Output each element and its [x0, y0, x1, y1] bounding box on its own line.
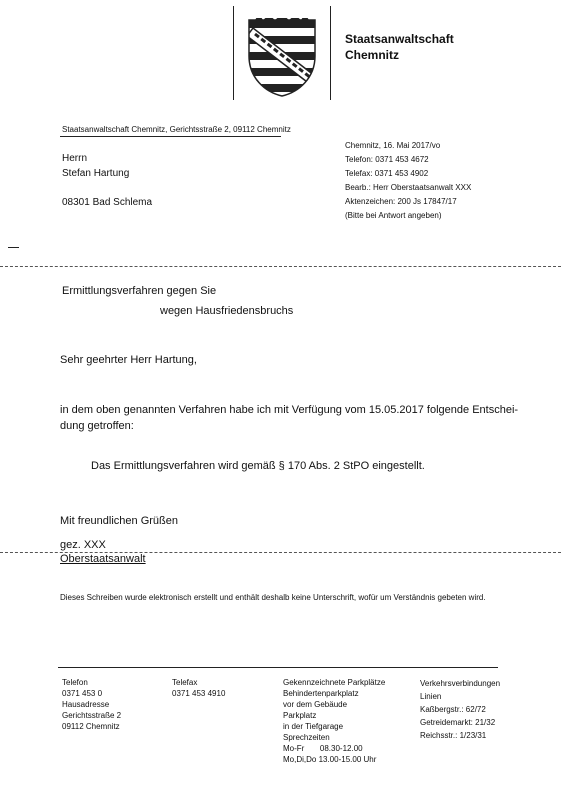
info-telefax: Telefax: 0371 453 4902 — [345, 169, 429, 178]
footer-transport-title: Verkehrsverbindungen — [420, 679, 501, 688]
subject-line: Ermittlungsverfahren gegen Sie — [62, 285, 217, 297]
recipient-city: 08301 Bad Schlema — [62, 197, 153, 208]
footer-col-parking — [283, 677, 385, 765]
footer-hours-modido: Mo,Di,Do 13.00-15.00 Uhr — [283, 755, 377, 764]
info-aktenzeichen: Aktenzeichen: 200 Js 17847/17 — [345, 197, 457, 206]
page-separator-top — [0, 266, 561, 267]
footer-transport-kassbergstr: Kaßbergstr.: 62/72 — [420, 705, 486, 714]
footer-transport-reichsstr: Reichsstr.: 1/23/31 — [420, 731, 487, 740]
header-right-rule — [330, 6, 331, 100]
sender-line: Staatsanwaltschaft Chemnitz, Gerichtsstraße 2, 09112 Chemnitz — [62, 125, 291, 134]
footer-parking-label: Parkplatz — [283, 711, 317, 720]
info-hint: (Bitte bei Antwort angeben) — [345, 211, 442, 220]
footer-telefon-label: Telefon — [62, 678, 88, 687]
fold-mark — [8, 247, 19, 248]
footer-hours-mofr: Mo-Fr 08.30-12.00 — [283, 744, 363, 753]
coat-of-arms-icon — [245, 18, 319, 98]
footer-telefon-value: 0371 453 0 — [62, 689, 103, 698]
footer-hours-title: Sprechzeiten — [283, 733, 330, 742]
footer-parking-garage: in der Tiefgarage — [283, 722, 344, 731]
footer-telefax-label: Telefax — [172, 678, 198, 687]
closing: Mit freundlichen Grüßen — [60, 515, 178, 527]
subject-reason: wegen Hausfriedensbruchs — [160, 305, 294, 317]
authority-line1: Staatsanwaltschaft — [345, 32, 454, 46]
authority-name — [345, 31, 454, 63]
footer-col-contact — [62, 677, 121, 732]
info-block — [345, 139, 471, 223]
info-telefon: Telefon: 0371 453 4672 — [345, 155, 429, 164]
footer-parking-disabled: Behindertenparkplatz — [283, 689, 359, 698]
signature: gez. XXX — [60, 539, 106, 551]
footer-col-transport — [420, 677, 500, 742]
paragraph-line2: dung getroffen: — [60, 420, 134, 432]
recipient-salutation: Herrn — [62, 153, 88, 164]
footer-address-label: Hausadresse — [62, 700, 110, 709]
letter-date: Chemnitz, 16. Mai 2017/vo — [345, 141, 441, 150]
greeting: Sehr geehrter Herr Hartung, — [60, 354, 197, 366]
footer-parking-title: Gekennzeichnete Parkplätze — [283, 678, 386, 687]
recipient-name: Stefan Hartung — [62, 168, 130, 179]
paragraph-line1: in dem oben genannten Verfahren habe ich mit Verfügung vom 15.05.2017 folgende Entschei- — [60, 404, 519, 416]
footer-address-city: 09112 Chemnitz — [62, 722, 120, 731]
decision-text: Das Ermittlungsverfahren wird gemäß § 170 Abs. 2 StPO eingestellt. — [91, 460, 425, 472]
footer-col-fax — [172, 677, 225, 699]
footer-transport-lines: Linien — [420, 692, 442, 701]
electronic-notice: Dieses Schreiben wurde elektronisch erstellt und enthält deshalb keine Unterschrift, wofür um Verständnis gebeten wird. — [60, 593, 486, 602]
authority-line2: Chemnitz — [345, 48, 399, 62]
header-left-rule — [233, 6, 234, 100]
footer-rule — [58, 667, 498, 668]
footer-transport-getreidemarkt: Getreidemarkt: 21/32 — [420, 718, 496, 727]
footer-parking-location: vor dem Gebäude — [283, 700, 348, 709]
sender-line-underline — [60, 136, 281, 137]
signer-title: Oberstaatsanwalt — [60, 553, 146, 565]
footer-telefax-value: 0371 453 4910 — [172, 689, 226, 698]
info-bearbeiter: Bearb.: Herr Oberstaatsanwalt XXX — [345, 183, 472, 192]
footer-address-street: Gerichtsstraße 2 — [62, 711, 122, 720]
recipient-address — [62, 151, 152, 210]
main-paragraph — [60, 402, 518, 434]
